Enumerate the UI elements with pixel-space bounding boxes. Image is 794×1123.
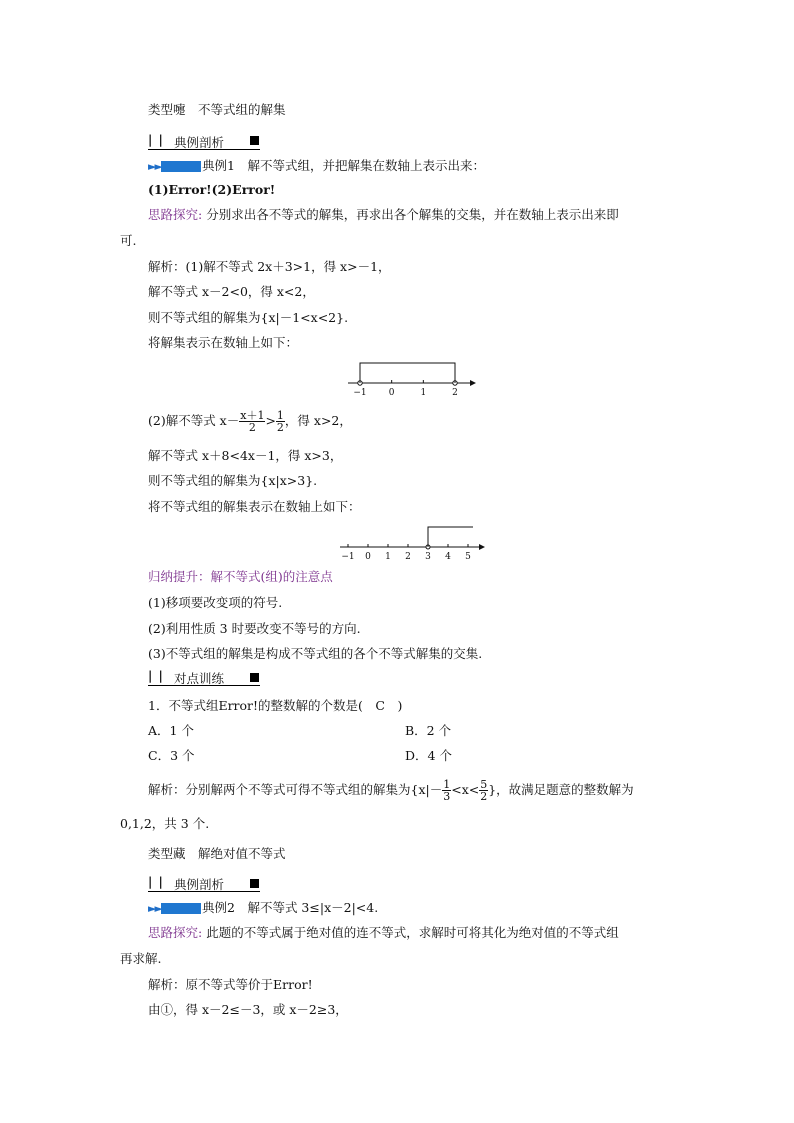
header-dianli-label: 典例剖析 xyxy=(174,135,225,150)
header-dianli-poxi xyxy=(148,131,260,150)
frac-num: x＋1 xyxy=(240,409,265,422)
jiexi-label: 解析： xyxy=(148,259,186,274)
example-2-silu xyxy=(148,924,619,942)
solution-interval-1 xyxy=(360,363,455,383)
frac-den: 3 xyxy=(443,790,451,803)
axis-tick-label: 2 xyxy=(405,552,411,562)
silu-text: 分别求出各不等式的解集，再求出各个解集的交集，并在数轴上表示出来即 xyxy=(202,207,619,222)
fraction-1-over-2 xyxy=(276,410,285,433)
example-1-line4: 将解集表示在数轴上如下： xyxy=(148,335,299,350)
example-1-line7: 则不等式组的解集为{x|x>3}. xyxy=(148,473,318,488)
example-1-line3: 则不等式组的解集为{x|－1<x<2}. xyxy=(148,310,349,325)
question-1-stem: 1．不等式组Error!的整数解的个数是( C ) xyxy=(148,698,403,713)
header-dianli-poxi-2 xyxy=(148,873,260,892)
solution-ray-2 xyxy=(428,527,473,547)
frac-den: 2 xyxy=(276,421,284,434)
question-1-answer-cont: 0,1,2，共 3 个. xyxy=(120,816,210,831)
example-1-silu-cont: 可. xyxy=(120,233,137,248)
fraction-5-over-2 xyxy=(479,779,488,802)
fraction-1-over-3 xyxy=(442,779,451,802)
answer-post: }，故满足题意的整数解为 xyxy=(488,782,634,797)
example-2-last-line: 由①，得 x－2≤－3，或 x－2≥3， xyxy=(148,1002,348,1017)
example-1-line6: 解不等式 x＋8<4x－1，得 x>3， xyxy=(148,448,343,463)
axis-tick-label: −1 xyxy=(353,388,367,398)
example-1-line2: 解不等式 x－2<0，得 x<2， xyxy=(148,284,315,299)
number-line-2 xyxy=(335,519,490,564)
header-duidian-xunlian xyxy=(148,667,260,686)
example-1-label: 典例1 解不等式组，并把解集在数轴上表示出来： xyxy=(202,158,485,173)
line5-pre: (2)解不等式 x－ xyxy=(148,413,240,428)
blue-bar-icon xyxy=(161,161,201,172)
line5-post: ，得 x>2， xyxy=(284,413,352,428)
frac-den: 2 xyxy=(248,421,256,434)
example-1-line5 xyxy=(148,407,352,435)
section-title-2: 类型藏 解绝对值不等式 xyxy=(148,846,286,861)
jiexi-text: (1)解不等式 2x＋3>1，得 x>－1， xyxy=(185,259,391,274)
answer-mid: <x< xyxy=(451,782,480,797)
guina-item-3: (3)不等式组的解集是构成不等式组的各个不等式解集的交集. xyxy=(148,646,483,661)
axis-arrow-2 xyxy=(479,544,485,550)
option-d: D．4 个 xyxy=(405,748,452,763)
number-line-1 xyxy=(340,355,480,400)
axis-arrow-1 xyxy=(470,380,476,386)
square-icon xyxy=(250,879,259,888)
axis-tick-label: 1 xyxy=(385,552,391,562)
gt-sign: > xyxy=(265,413,276,428)
silu-label: 思路探究: xyxy=(148,207,203,222)
example-1-parts: (1)Error!(2)Error! xyxy=(148,182,276,197)
frac-num: 1 xyxy=(443,778,451,791)
guina-item-1: (1)移项要改变项的符号. xyxy=(148,595,283,610)
silu-label: 思路探究: xyxy=(148,925,203,940)
question-1-answer xyxy=(148,776,634,804)
option-c: C．3 个 xyxy=(148,748,195,763)
square-icon xyxy=(250,136,259,145)
frac-num: 5 xyxy=(480,778,488,791)
double-arrow-icon: ►► xyxy=(148,902,161,915)
axis-tick-label: 5 xyxy=(465,552,471,562)
example-1-line8: 将不等式组的解集表示在数轴上如下： xyxy=(148,499,361,514)
axis-tick-label: −1 xyxy=(341,552,355,562)
example-2-jiexi: 解析：原不等式等价于Error! xyxy=(148,977,313,992)
frac-den: 2 xyxy=(480,790,488,803)
bars-icon: | | xyxy=(148,669,164,683)
option-b: B．2 个 xyxy=(405,723,452,738)
silu-text: 此题的不等式属于绝对值的连不等式，求解时可将其化为绝对值的不等式组 xyxy=(202,925,619,940)
example-2-silu-cont: 再求解. xyxy=(120,951,162,966)
blue-bar-icon xyxy=(161,903,201,914)
frac-num: 1 xyxy=(276,409,284,422)
header-dianli-label: 典例剖析 xyxy=(174,877,225,892)
example-1-silu xyxy=(148,206,619,224)
guina-item-2: (2)利用性质 3 时要改变不等号的方向. xyxy=(148,621,361,636)
header-duidian-label: 对点训练 xyxy=(174,671,225,686)
axis-tick-label: 0 xyxy=(388,388,395,398)
axis-tick-label: 3 xyxy=(425,552,431,562)
axis-tick-label: 4 xyxy=(445,552,451,562)
fraction-x-plus-1-over-2 xyxy=(239,410,265,433)
example-1-jiexi-line1 xyxy=(148,258,391,276)
answer-pre: 解析：分别解两个不等式可得不等式组的解集为{x|－ xyxy=(148,782,443,797)
axis-tick-label: 2 xyxy=(452,388,458,398)
bars-icon: | | xyxy=(148,133,164,147)
bars-icon: | | xyxy=(148,875,164,889)
option-a: A．1 个 xyxy=(148,723,194,738)
axis-tick-label: 0 xyxy=(365,552,371,562)
axis-tick-label: 1 xyxy=(420,388,427,398)
square-icon xyxy=(250,673,259,682)
guina-title: 归纳提升：解不等式(组)的注意点 xyxy=(148,569,333,584)
double-arrow-icon: ►► xyxy=(148,160,161,173)
example-2-label: 典例2 解不等式 3≤|x－2|<4. xyxy=(202,900,379,915)
section-title-1: 类型嚏 不等式组的解集 xyxy=(148,102,286,117)
